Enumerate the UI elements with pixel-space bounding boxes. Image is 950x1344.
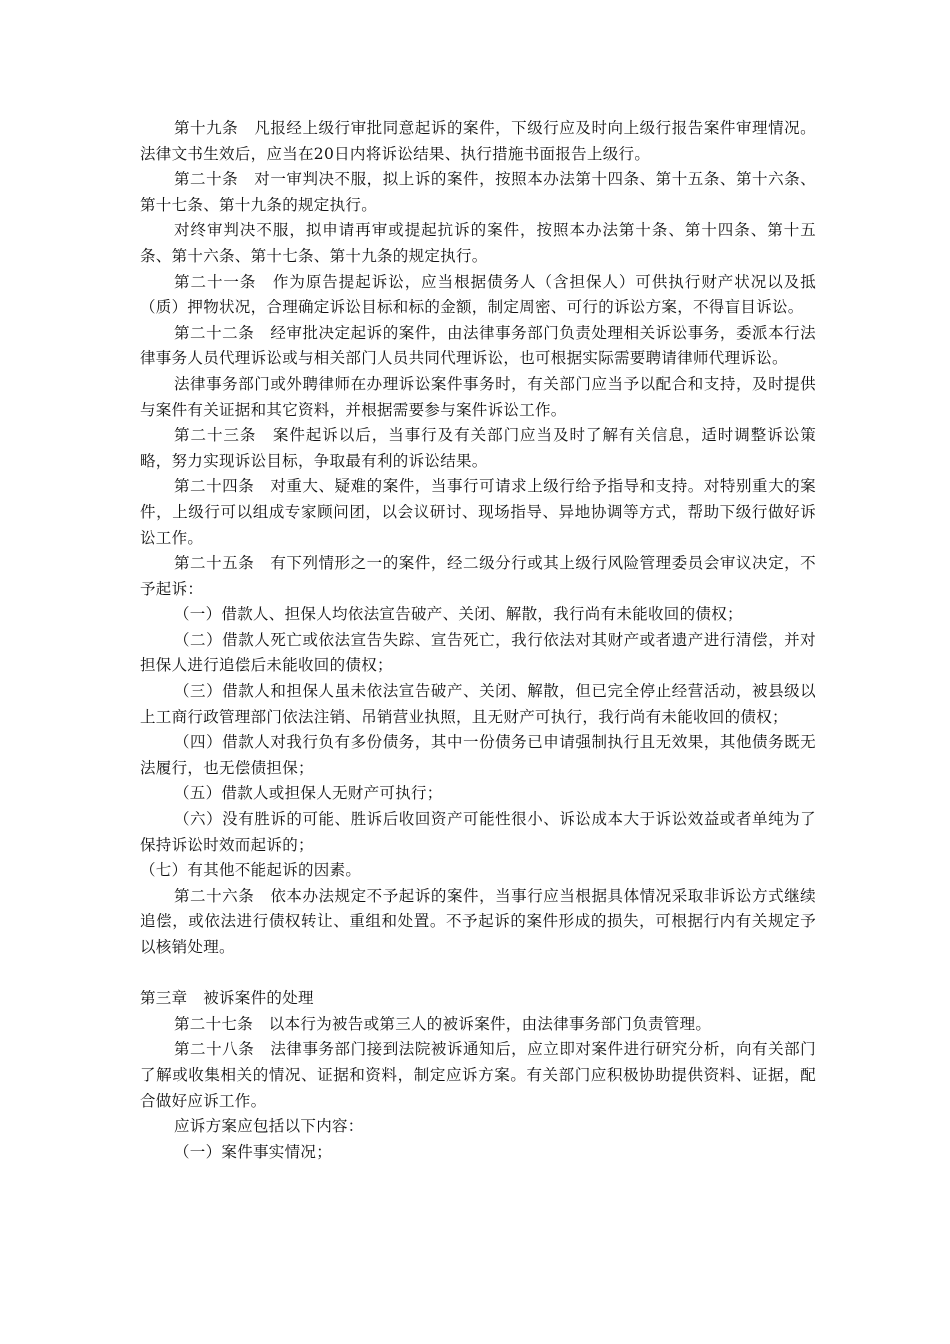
document-body [140,116,816,1165]
chapter-3-heading: 第三章 被诉案件的处理 [140,989,314,1008]
article-21: 第二十一条 作为原告提起诉讼，应当根据债务人（含担保人）可供执行财产状况以及抵（质）押物状况，合理确定诉讼目标和标的金额，制定周密、可行的诉讼方案，不得盲目诉讼。 [140,272,816,317]
article-25-item-7: （七）有其他不能起诉的因素。 [140,861,362,880]
article-20: 第二十条 对一审判决不服，拟上诉的案件，按照本办法第十四条、第十五条、第十六条、第十七条、第十九条的规定执行。 [140,170,816,214]
article-24: 第二十四条 对重大、疑难的案件，当事行可请求上级行给予指导和支持。对特别重大的案件，上级行可以组成专家顾问团，以会议研讨、现场指导、异地协调等方式，帮助下级行做好诉讼工作。 [140,477,816,547]
article-25-item-4: （四）借款人对我行负有多份债务，其中一份债务已申请强制执行且无效果，其他债务既无法履行，也无偿债担保； [140,733,816,777]
article-28-item-1: （一）案件事实情况； [174,1142,333,1161]
article-20-continued: 对终审判决不服，拟申请再审或提起抗诉的案件，按照本办法第十条、第十四条、第十五条、第十六条、第十七条、第十九条的规定执行。 [140,221,816,265]
article-22: 第二十二条 经审批决定起诉的案件，由法律事务部门负责处理相关诉讼事务，委派本行法律事务人员代理诉讼或与相关部门人员共同代理诉讼，也可根据实际需要聘请律师代理诉讼。 [140,323,816,368]
article-27: 第二十七条 以本行为被告或第三人的被诉案件，由法律事务部门负责管理。 [174,1014,712,1033]
article-25-item-2: （二）借款人死亡或依法宣告失踪、宣告死亡，我行依法对其财产或者遗产进行清偿，并对担保人进行追偿后未能收回的债权； [140,630,816,675]
article-28-continued: 应诉方案应包括以下内容： [174,1117,364,1136]
section-spacer [140,961,816,987]
article-25-item-6: （六）没有胜诉的可能、胜诉后收回资产可能性很小、诉讼成本大于诉讼效益或者单纯为了保持诉讼时效而起诉的； [140,810,816,854]
article-23: 第二十三条 案件起诉以后，当事行及有关部门应当及时了解有关信息，适时调整诉讼策略，努力实现诉讼目标，争取最有利的诉讼结果。 [140,426,816,470]
article-25-item-3: （三）借款人和担保人虽未依法宣告破产、关闭、解散，但已完全停止经营活动，被县级以上工商行政管理部门依法注销、吊销营业执照，且无财产可执行，我行尚有未能收回的债权； [140,682,816,726]
article-25: 第二十五条 有下列情形之一的案件，经二级分行或其上级行风险管理委员会审议决定，不予起诉： [140,554,816,598]
article-25-item-5: （五）借款人或担保人无财产可执行； [174,784,443,803]
article-22-continued: 法律事务部门或外聘律师在办理诉讼案件事务时，有关部门应当予以配合和支持，及时提供与案件有关证据和其它资料，并根据需要参与案件诉讼工作。 [140,374,816,419]
article-19: 第十九条 凡报经上级行审批同意起诉的案件，下级行应及时向上级行报告案件审理情况。法律文书生效后，应当在20日内将诉讼结果、执行措施书面报告上级行。 [140,119,816,163]
article-26: 第二十六条 依本办法规定不予起诉的案件，当事行应当根据具体情况采取非诉讼方式继续追偿，或依法进行债权转让、重组和处置。不予起诉的案件形成的损失，可根据行内有关规定予以核销处理。 [140,886,816,956]
article-28: 第二十八条 法律事务部门接到法院被诉通知后，应立即对案件进行研究分析，向有关部门了解或收集相关的情况、证据和资料，制定应诉方案。有关部门应积极协助提供资料、证据，配合做好应诉工作。 [140,1040,816,1110]
article-25-item-1: （一）借款人、担保人均依法宣告破产、关闭、解散，我行尚有未能收回的债权； [174,605,743,624]
